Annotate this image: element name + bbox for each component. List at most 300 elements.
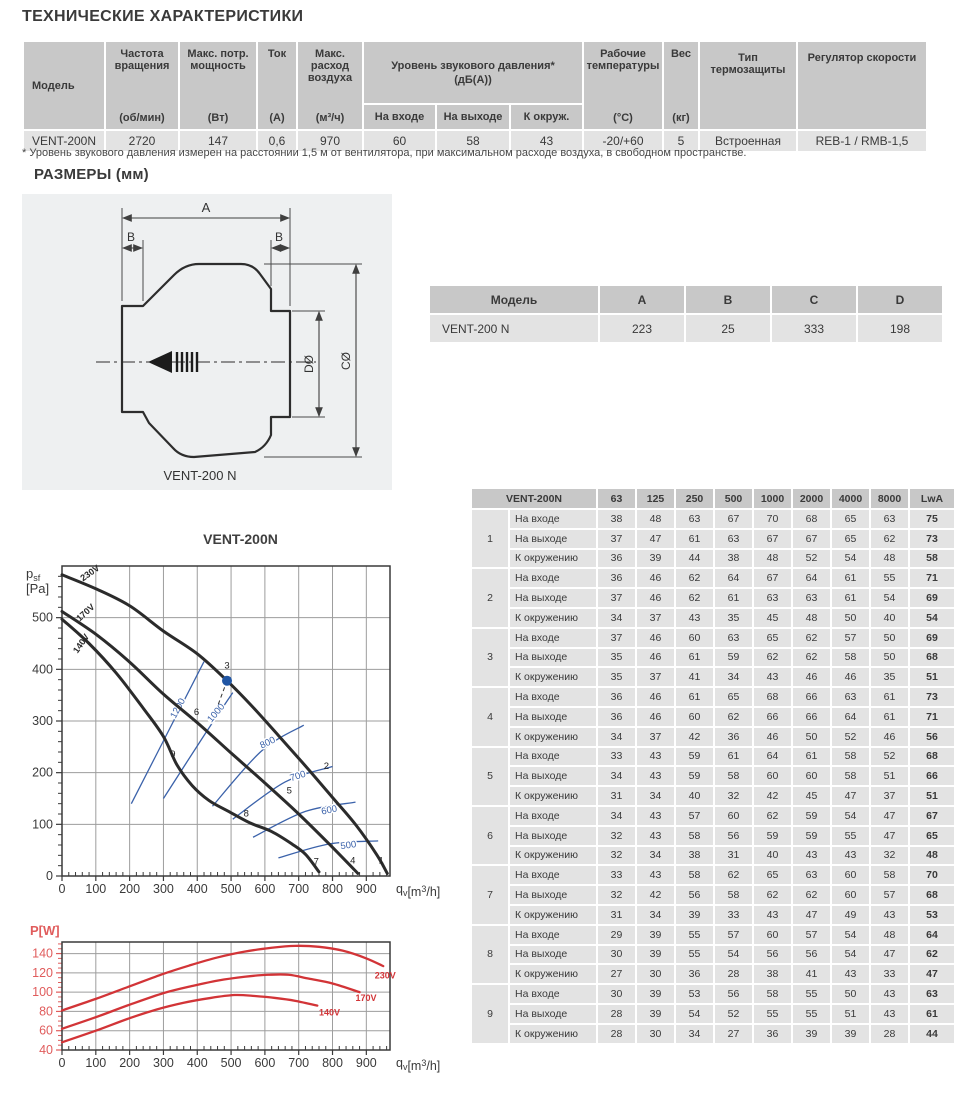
sound-cell: 36: [676, 965, 713, 983]
sound-cell: 43: [637, 767, 674, 785]
sound-cell: 61: [832, 589, 869, 607]
fan-body-outline: [122, 264, 290, 457]
sound-row: [472, 787, 954, 805]
guide-label: 1000: [205, 701, 228, 725]
sound-cell: 56: [676, 886, 713, 904]
sound-cell: 39: [793, 1025, 830, 1043]
sound-cell: 34: [598, 728, 635, 746]
sound-cell: 60: [676, 708, 713, 726]
sound-cell: 54: [910, 609, 954, 627]
sound-cell: 46: [637, 649, 674, 667]
sound-cell: 43: [754, 668, 791, 686]
svg-text:0: 0: [58, 1056, 66, 1070]
sound-cell: 39: [637, 926, 674, 944]
sound-cell: 43: [793, 847, 830, 865]
sound-group-num: 2: [472, 569, 508, 626]
sound-cell: 65: [832, 510, 869, 528]
svg-text:500: 500: [220, 882, 242, 896]
guide-label: 700: [288, 768, 308, 785]
sound-cell: 35: [871, 668, 908, 686]
sound-cell: 35: [715, 609, 752, 627]
sound-cell: 39: [832, 1025, 869, 1043]
sound-group-num: 4: [472, 688, 508, 745]
svg-text:700: 700: [288, 882, 310, 896]
sound-header-freq: 125: [637, 489, 674, 508]
spec-subheader-outlet: На выходе: [437, 105, 509, 129]
sound-cell: 33: [598, 748, 635, 766]
sound-row-label: На выходе: [510, 827, 596, 845]
sound-row: [472, 550, 954, 568]
sound-cell: 57: [793, 926, 830, 944]
sound-row: [472, 926, 954, 944]
sound-cell: 61: [676, 530, 713, 548]
sound-cell: 37: [637, 668, 674, 686]
sound-row-label: На выходе: [510, 886, 596, 904]
sound-row-label: На выходе: [510, 767, 596, 785]
curve-170v: [62, 974, 360, 1028]
sound-cell: 51: [832, 1005, 869, 1023]
sound-row: [472, 748, 954, 766]
sound-cell: 37: [637, 609, 674, 627]
sound-cell: 64: [715, 569, 752, 587]
curve-140v: [62, 995, 317, 1042]
sound-cell: 46: [637, 688, 674, 706]
fan-dimension-drawing: [22, 194, 392, 490]
sound-cell: 61: [793, 748, 830, 766]
sound-cell: 31: [598, 787, 635, 805]
sound-cell: 27: [715, 1025, 752, 1043]
sound-cell: 43: [637, 748, 674, 766]
sound-row-label: На входе: [510, 807, 596, 825]
sound-cell: 58: [910, 550, 954, 568]
sound-cell: 55: [676, 926, 713, 944]
sound-cell: 39: [676, 906, 713, 924]
sound-cell: 28: [871, 1025, 908, 1043]
sound-cell: 64: [910, 926, 954, 944]
sound-cell: 32: [598, 847, 635, 865]
sound-cell: 53: [676, 985, 713, 1003]
guide-label: 800: [258, 734, 278, 752]
svg-text:qv[m3/h]: $q_v[m^3/h]$: [396, 1056, 441, 1073]
sound-cell: 62: [715, 866, 752, 884]
spec-value-model: VENT-200N: [24, 131, 104, 151]
sound-cell: 39: [637, 946, 674, 964]
spec-subheader-ambient: К окруж.: [511, 105, 582, 129]
sound-cell: 47: [871, 807, 908, 825]
sound-row-label: На выходе: [510, 946, 596, 964]
spec-value-sound-inlet: 60: [364, 131, 435, 151]
sound-cell: 65: [715, 688, 752, 706]
sound-cell: 61: [832, 569, 869, 587]
sound-cell: 73: [910, 530, 954, 548]
sound-row-label: На входе: [510, 866, 596, 884]
sound-cell: 68: [754, 688, 791, 706]
sound-row: [472, 886, 954, 904]
sound-cell: 68: [910, 886, 954, 904]
svg-text:200: 200: [119, 1056, 141, 1070]
curve-label-230v: 230V: [78, 562, 102, 584]
dimensions-table: [428, 284, 944, 344]
sound-cell: 48: [754, 550, 791, 568]
sound-row: [472, 965, 954, 983]
sound-cell: 47: [910, 965, 954, 983]
sound-cell: 47: [637, 530, 674, 548]
svg-text:0: 0: [46, 869, 53, 883]
sound-cell: 61: [910, 1005, 954, 1023]
sound-cell: 66: [910, 767, 954, 785]
sound-cell: 60: [793, 767, 830, 785]
spec-header-model: Модель: [24, 42, 104, 129]
sound-cell: 31: [598, 906, 635, 924]
sound-cell: 34: [676, 1025, 713, 1043]
sound-cell: 38: [598, 510, 635, 528]
sound-cell: 34: [637, 787, 674, 805]
sound-header-freq: 8000: [871, 489, 908, 508]
dimensions-heading: РАЗМЕРЫ (мм): [34, 166, 149, 183]
operating-point-dot: [222, 676, 232, 686]
sound-cell: 52: [715, 1005, 752, 1023]
sound-cell: 55: [754, 1005, 791, 1023]
spec-value-sound-outlet: 58: [437, 131, 509, 151]
sound-cell: 45: [754, 609, 791, 627]
sound-cell: 54: [832, 550, 869, 568]
sound-footnote: * Уровень звукового давления измерен на расстоянии 1,5 м от вентилятора, при максимальном расходе воздуха, в свободном пространстве.: [22, 147, 747, 159]
sound-cell: 32: [598, 886, 635, 904]
sound-cell: 43: [871, 906, 908, 924]
sound-cell: 65: [832, 530, 869, 548]
sound-cell: 28: [715, 965, 752, 983]
sound-cell: 37: [598, 530, 635, 548]
page-title: ТЕХНИЧЕСКИЕ ХАРАКТЕРИСТИКИ: [22, 8, 304, 25]
sound-cell: 46: [754, 728, 791, 746]
dim-label-d: DØ: [302, 355, 316, 373]
sound-row: [472, 589, 954, 607]
spec-value-airflow: 970: [298, 131, 362, 151]
sound-cell: 58: [871, 866, 908, 884]
sound-cell: 50: [871, 649, 908, 667]
sound-cell: 69: [910, 629, 954, 647]
sound-row: [472, 985, 954, 1003]
sound-cell: 34: [637, 906, 674, 924]
sound-cell: 34: [637, 847, 674, 865]
sound-cell: 37: [598, 629, 635, 647]
sound-cell: 63: [910, 985, 954, 1003]
sound-cell: 58: [832, 649, 869, 667]
sound-cell: 65: [754, 866, 791, 884]
svg-text:0: 0: [58, 882, 66, 896]
sound-cell: 31: [715, 847, 752, 865]
sound-cell: 59: [793, 807, 830, 825]
spec-value-sound-ambient: 43: [511, 131, 582, 151]
sound-cell: 63: [715, 530, 752, 548]
sound-cell: 58: [676, 866, 713, 884]
sound-cell: 51: [871, 767, 908, 785]
sound-cell: 37: [598, 589, 635, 607]
svg-text:80: 80: [39, 1004, 53, 1019]
sound-cell: 47: [871, 827, 908, 845]
sound-cell: 41: [676, 668, 713, 686]
sound-cell: 67: [715, 510, 752, 528]
sound-cell: 36: [715, 728, 752, 746]
svg-text:400: 400: [186, 882, 208, 896]
sound-cell: 42: [754, 787, 791, 805]
sound-cell: 68: [910, 649, 954, 667]
sound-row: [472, 1025, 954, 1043]
sound-level-table: [470, 487, 956, 1045]
svg-text:300: 300: [32, 714, 53, 728]
dim-header-model: Модель: [430, 286, 598, 313]
dim-value-c: 333: [772, 315, 856, 342]
dim-value-row: [430, 315, 942, 342]
airflow-arrow-icon: [148, 351, 172, 373]
sound-cell: 63: [793, 866, 830, 884]
sound-group-num: 1: [472, 510, 508, 567]
sound-cell: 64: [832, 708, 869, 726]
svg-text:300: 300: [153, 1056, 174, 1070]
sound-cell: 60: [715, 807, 752, 825]
sound-row-label: На входе: [510, 510, 596, 528]
sound-cell: 38: [676, 847, 713, 865]
spec-value-temp: -20/+60: [584, 131, 662, 151]
sound-cell: 47: [793, 906, 830, 924]
sound-cell: 43: [676, 609, 713, 627]
sound-cell: 47: [871, 946, 908, 964]
sound-cell: 46: [793, 668, 830, 686]
sound-cell: 50: [832, 985, 869, 1003]
svg-text:100: 100: [32, 985, 53, 1000]
sound-cell: 59: [793, 827, 830, 845]
sound-cell: 75: [910, 510, 954, 528]
power-chart: [18, 905, 463, 1097]
sound-group-num: 3: [472, 629, 508, 686]
sound-cell: 30: [598, 985, 635, 1003]
dim-label-a: A: [201, 200, 211, 215]
sound-cell: 46: [637, 569, 674, 587]
sound-cell: 59: [676, 748, 713, 766]
sound-cell: 46: [637, 589, 674, 607]
sound-cell: 60: [754, 926, 791, 944]
point-marker-3: 3: [224, 660, 230, 672]
sound-cell: 48: [637, 510, 674, 528]
sound-cell: 51: [910, 668, 954, 686]
curve-140v: [62, 619, 319, 872]
sound-row: [472, 906, 954, 924]
sound-cell: 42: [637, 886, 674, 904]
sound-header-freq: 500: [715, 489, 752, 508]
sound-cell: 33: [715, 906, 752, 924]
sound-cell: 43: [832, 847, 869, 865]
point-marker-1: 1: [378, 855, 384, 867]
sound-header-freq: 250: [676, 489, 713, 508]
sound-cell: 35: [598, 668, 635, 686]
dim-value-model: VENT-200 N: [430, 315, 598, 342]
sound-cell: 44: [910, 1025, 954, 1043]
sound-group-num: 5: [472, 748, 508, 805]
curve-label-140v: 140V: [318, 1007, 341, 1018]
sound-cell: 54: [832, 946, 869, 964]
sound-cell: 27: [598, 965, 635, 983]
sound-row: [472, 946, 954, 964]
svg-text:120: 120: [32, 965, 53, 980]
sound-cell: 38: [715, 550, 752, 568]
sound-row-label: На входе: [510, 688, 596, 706]
sound-cell: 54: [676, 1005, 713, 1023]
spec-value-current: 0,6: [258, 131, 296, 151]
svg-text:400: 400: [186, 1056, 208, 1070]
sound-row-label: К окружению: [510, 1025, 596, 1043]
point-marker-5: 5: [286, 785, 292, 797]
sound-cell: 36: [598, 688, 635, 706]
dim-header-d: D: [858, 286, 942, 313]
svg-text:800: 800: [322, 882, 343, 896]
sound-cell: 32: [598, 827, 635, 845]
sound-cell: 61: [676, 649, 713, 667]
sound-cell: 36: [598, 550, 635, 568]
svg-text:P[W]: P[W]: [30, 923, 60, 938]
dim-value-d: 198: [858, 315, 942, 342]
svg-text:60: 60: [39, 1023, 53, 1038]
sound-cell: 58: [676, 827, 713, 845]
sound-row: [472, 629, 954, 647]
spec-table: [22, 40, 928, 153]
curve-170v: [62, 611, 358, 873]
sound-cell: 48: [871, 550, 908, 568]
sound-cell: 62: [676, 569, 713, 587]
sound-cell: 28: [598, 1005, 635, 1023]
sound-cell: 52: [793, 550, 830, 568]
sound-cell: 30: [637, 1025, 674, 1043]
curve-230v: [62, 575, 387, 874]
sound-cell: 39: [637, 985, 674, 1003]
spec-subheader-inlet: На входе: [364, 105, 435, 129]
sound-cell: 61: [871, 708, 908, 726]
sound-cell: 55: [832, 827, 869, 845]
sound-cell: 43: [871, 1005, 908, 1023]
sound-cell: 69: [910, 589, 954, 607]
point-marker-4: 4: [350, 855, 356, 867]
sound-cell: 68: [910, 748, 954, 766]
pressure-chart-title: VENT-200N: [203, 531, 278, 547]
sound-row-label: К окружению: [510, 550, 596, 568]
spec-header-current: Ток (А): [258, 42, 296, 129]
guide-label: 600: [320, 803, 339, 818]
sound-cell: 30: [637, 965, 674, 983]
spec-header-power: Макс. потр. мощность (Вт): [180, 42, 256, 129]
sound-cell: 71: [910, 569, 954, 587]
sound-cell: 65: [754, 629, 791, 647]
sound-row: [472, 530, 954, 548]
sound-cell: 60: [676, 629, 713, 647]
sound-cell: 46: [832, 668, 869, 686]
sound-cell: 67: [754, 530, 791, 548]
sound-cell: 51: [910, 787, 954, 805]
sound-cell: 63: [871, 510, 908, 528]
spec-value-speed: 2720: [106, 131, 178, 151]
sound-cell: 57: [715, 926, 752, 944]
sound-cell: 59: [676, 767, 713, 785]
sound-cell: 50: [871, 629, 908, 647]
svg-text:[Pa]: [Pa]: [26, 581, 50, 596]
point-marker-9: 9: [170, 749, 176, 761]
sound-row: [472, 609, 954, 627]
sound-cell: 62: [754, 886, 791, 904]
sound-cell: 55: [793, 1005, 830, 1023]
spec-header-sound: Уровень звукового давления* (дБ(А)): [364, 42, 582, 103]
sound-cell: 60: [832, 886, 869, 904]
svg-text:900: 900: [355, 882, 377, 896]
sound-cell: 59: [715, 649, 752, 667]
svg-text:900: 900: [355, 1056, 377, 1070]
sound-cell: 61: [715, 589, 752, 607]
sound-row: [472, 728, 954, 746]
sound-cell: 43: [637, 827, 674, 845]
sound-cell: 28: [598, 1025, 635, 1043]
sound-cell: 61: [715, 748, 752, 766]
sound-cell: 56: [715, 827, 752, 845]
sound-cell: 66: [793, 708, 830, 726]
sound-cell: 56: [754, 946, 791, 964]
dim-header-a: A: [600, 286, 684, 313]
svg-text:800: 800: [322, 1056, 343, 1070]
sound-row: [472, 847, 954, 865]
sound-cell: 30: [598, 946, 635, 964]
drawing-caption: VENT-200 N: [163, 468, 237, 483]
sound-cell: 62: [754, 649, 791, 667]
sound-group-num: 7: [472, 866, 508, 923]
spec-header-weight: Вес (кг): [664, 42, 698, 129]
svg-text:200: 200: [119, 882, 141, 896]
sound-cell: 65: [910, 827, 954, 845]
sound-cell: 52: [871, 748, 908, 766]
sound-row-label: На выходе: [510, 649, 596, 667]
sound-cell: 67: [754, 569, 791, 587]
sound-cell: 71: [910, 708, 954, 726]
sound-cell: 46: [637, 629, 674, 647]
sound-row: [472, 649, 954, 667]
sound-cell: 32: [715, 787, 752, 805]
sound-cell: 36: [598, 708, 635, 726]
sound-cell: 40: [871, 609, 908, 627]
sound-cell: 53: [910, 906, 954, 924]
pressure-chart: [18, 550, 463, 900]
sound-cell: 62: [676, 589, 713, 607]
sound-cell: 68: [793, 510, 830, 528]
sound-header-freq: 63: [598, 489, 635, 508]
sound-row: [472, 688, 954, 706]
sound-row: [472, 708, 954, 726]
sound-cell: 64: [754, 748, 791, 766]
sound-group-num: 6: [472, 807, 508, 864]
sound-header-freq: 4000: [832, 489, 869, 508]
dim-label-c: CØ: [339, 352, 353, 370]
spec-header-thermal: Тип термозащиты: [700, 42, 796, 129]
sound-cell: 67: [910, 807, 954, 825]
sound-header-freq: 1000: [754, 489, 791, 508]
sound-row: [472, 569, 954, 587]
dim-header-b: B: [686, 286, 770, 313]
sound-row-label: К окружению: [510, 728, 596, 746]
sound-cell: 34: [715, 668, 752, 686]
sound-row-label: На выходе: [510, 589, 596, 607]
sound-cell: 70: [910, 866, 954, 884]
sound-row: [472, 1005, 954, 1023]
sound-cell: 42: [676, 728, 713, 746]
sound-cell: 48: [793, 609, 830, 627]
dim-header-c: C: [772, 286, 856, 313]
sound-cell: 54: [871, 589, 908, 607]
sound-cell: 37: [871, 787, 908, 805]
sound-cell: 63: [676, 510, 713, 528]
